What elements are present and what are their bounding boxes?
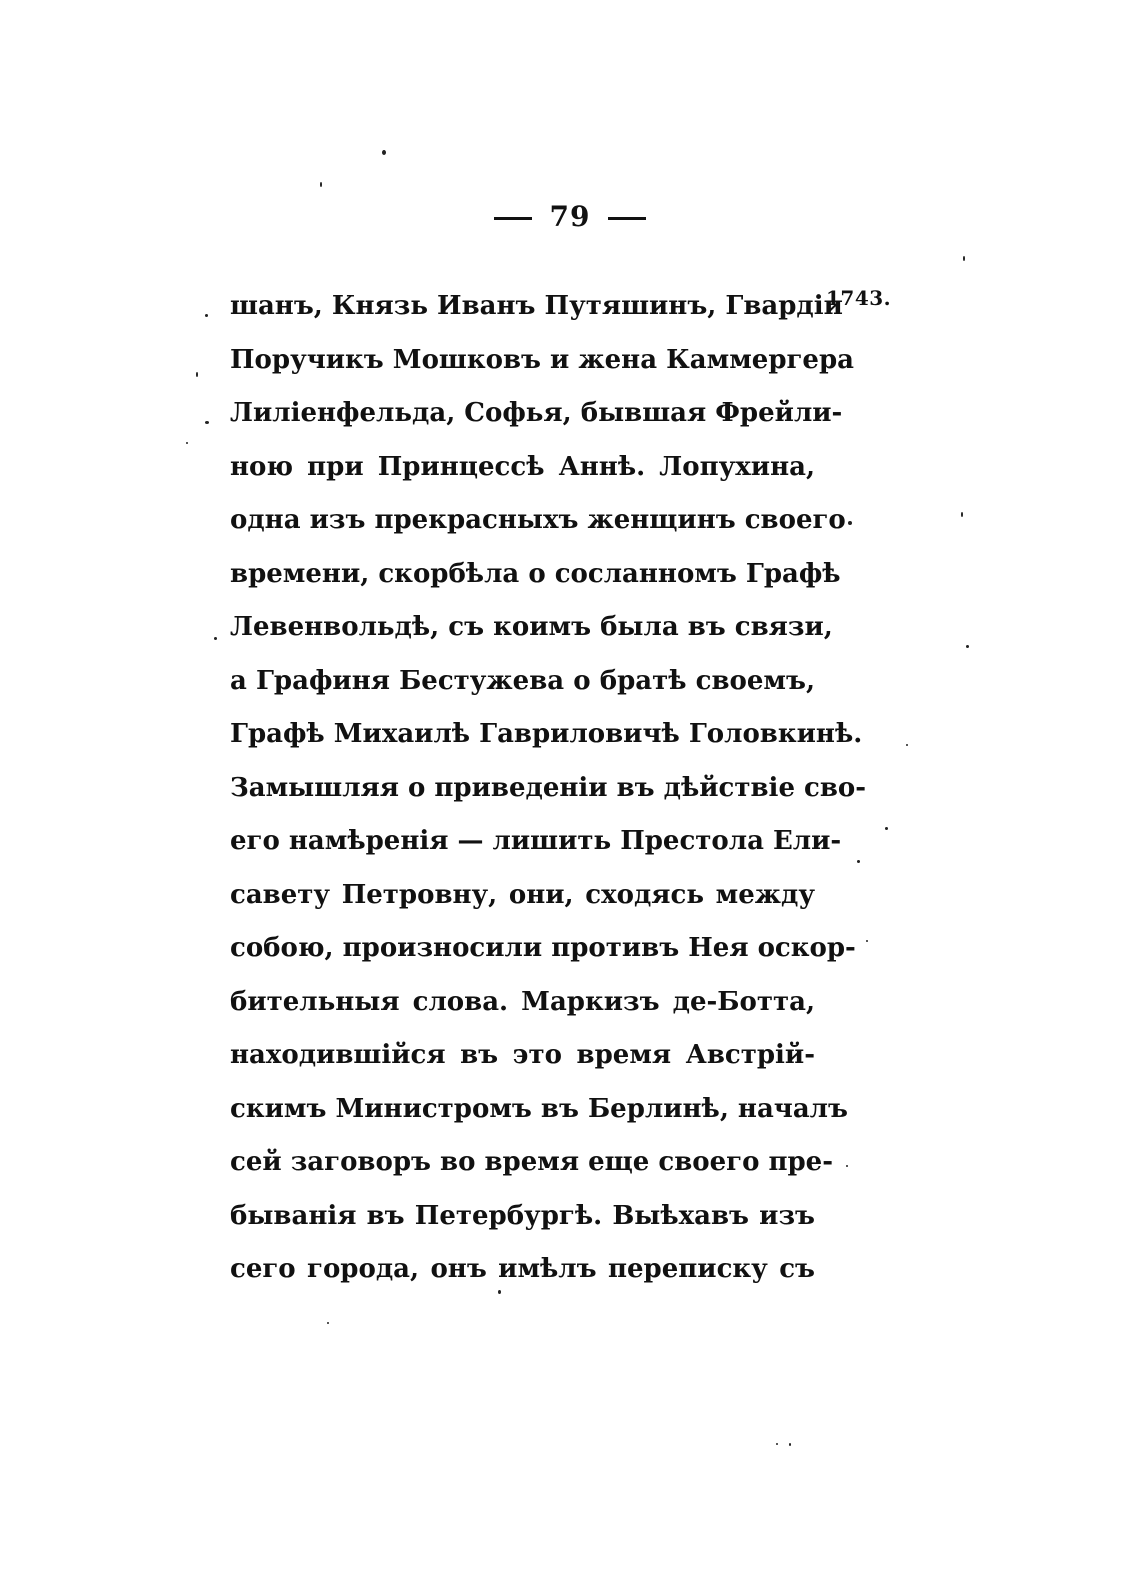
scan-speck [205, 314, 208, 317]
page-header [0, 200, 1140, 233]
scan-speck [214, 637, 217, 640]
scan-speck [966, 645, 969, 648]
text-line: его намѣренія — лишить Престола Ели- [230, 826, 842, 856]
header-dash-left [494, 217, 532, 220]
scan-speck [906, 744, 908, 746]
page-number: 79 [549, 200, 591, 233]
scan-speck [885, 827, 888, 830]
scan-speck [320, 182, 322, 187]
text-line: Замышляя о приведеніи въ дѣйствіе сво- [230, 772, 867, 803]
scan-speck [866, 940, 868, 942]
scan-speck [846, 1165, 848, 1167]
header-dash-right [608, 217, 646, 220]
text-line: савету Петровну, они, сходясь между [230, 879, 815, 910]
text-line: сего города, онъ имѣлъ переписку съ [230, 1254, 815, 1284]
text-line: скимъ Министромъ въ Берлинѣ, началъ [230, 1093, 848, 1124]
text-line: Графѣ Михаилѣ Гавриловичѣ Головкинѣ. [230, 719, 863, 749]
text-line: Левенвольдѣ, съ коимъ была въ связи, [230, 612, 833, 642]
scan-speck [848, 521, 852, 525]
text-line: ною при Принцессѣ Аннѣ. Лопухина, [230, 451, 815, 482]
scan-speck [498, 1290, 501, 1294]
text-line: шанъ, Князь Иванъ Путяшинъ, Гвардіи [230, 291, 843, 321]
scan-speck [196, 372, 198, 377]
scan-speck [857, 860, 860, 863]
scan-speck [186, 442, 188, 444]
scan-speck [205, 421, 209, 424]
text-line: одна изъ прекрасныхъ женщинъ своего [230, 505, 846, 535]
scan-speck [382, 150, 386, 155]
text-line: а Графиня Бестужева о братѣ своемъ, [230, 665, 815, 696]
text-line: находившійся въ это время Австрій- [230, 1040, 815, 1070]
text-line: Лиліенфельда, Софья, бывшая Фрейли- [230, 398, 843, 428]
scan-speck [961, 512, 963, 517]
text-line: времени, скорбѣла о сосланномъ Графѣ [230, 558, 841, 589]
scan-speck [789, 1443, 791, 1446]
text-line: собою, произносили противъ Нея оскор- [230, 933, 856, 963]
text-line: сей заговоръ во время еще своего пре- [230, 1147, 834, 1177]
text-line: быванія въ Петербургѣ. Выѣхавъ изъ [230, 1200, 815, 1231]
margin-year-note: 1743. [826, 286, 892, 310]
text-line: Поручикъ Мошковъ и жена Каммергера [230, 344, 854, 375]
scan-speck [776, 1443, 778, 1445]
text-line: бительныя слова. Маркизъ де-Ботта, [230, 986, 815, 1017]
scan-speck [327, 1322, 329, 1324]
scan-speck [963, 256, 965, 261]
